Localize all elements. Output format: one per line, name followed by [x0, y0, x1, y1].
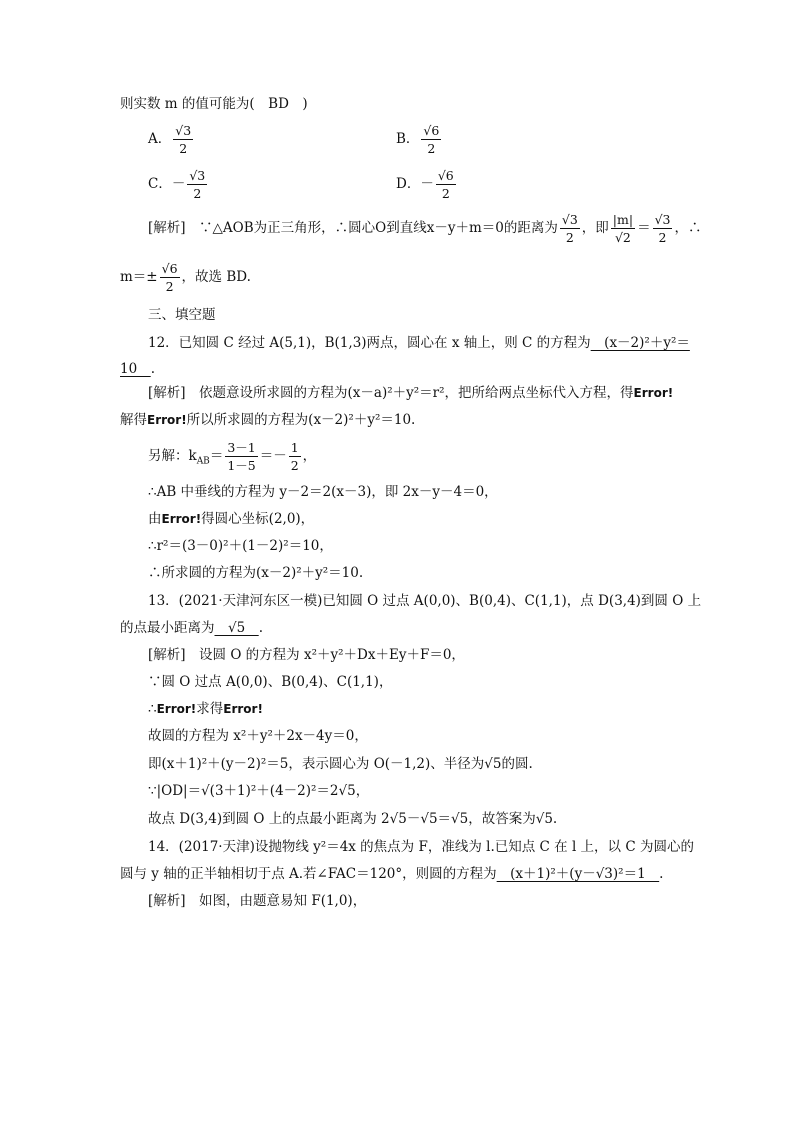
- solution-12-line-1: [解析] 依题意设所求圆的方程为(x－a)²＋y²＝r²，把所给两点坐标代入方程，得Error!: [148, 385, 674, 401]
- question-14-line-2: 圆与 y 轴的正半轴相切于点 A.若∠FAC＝120°，则圆的方程为 (x＋1)²＋(y－√3)²＝1 .: [120, 866, 664, 882]
- fraction: $\frac{√3}{2}$: [654, 212, 671, 245]
- fraction: $\frac{√3}{2}$: [189, 168, 206, 201]
- fraction: $\frac{3-1}{1-5}$: [227, 440, 256, 473]
- solution-11-line-2: m＝± $\frac{√6}{2}$ ，故选 BD.: [120, 261, 251, 294]
- solution-12-line-4: ∴AB 中垂线的方程为 y－2＝2(x－3)，即 2x－y－4＝0，: [148, 484, 498, 500]
- question-12-line-2: 10 .: [120, 361, 155, 377]
- solution-14-line-1: [解析] 如图，由题意易知 F(1,0)，: [148, 893, 367, 909]
- solution-13-line-3: ∴Error!求得Error!: [148, 701, 263, 717]
- solution-12-line-3: 另解：$k_{AB}=$ $\frac{3-1}{1-5}$ ＝－ $\frac{1}{2}$ ，: [148, 440, 317, 473]
- question-14-line-1: 14．(2017·天津)设抛物线 y²＝4x 的焦点为 F，准线为 l.已知点 C 在 l 上，以 C 为圆心的: [148, 839, 694, 855]
- fraction: $\frac{√3}{2}$: [561, 212, 578, 245]
- question-12-line-1: 12．已知圆 C 经过 A(5,1)，B(1,3)两点，圆心在 x 轴上，则 C 的方程为 (x－2)²＋y²＝: [148, 335, 690, 351]
- option-d: D．－ $\frac{√6}{2}$: [396, 168, 454, 201]
- fraction: $\frac{√6}{2}$: [161, 261, 178, 294]
- answer-blank: (x－2)²＋y²＝: [590, 335, 690, 351]
- fraction: $\frac{1}{2}$: [290, 440, 299, 473]
- solution-13-line-6: ∵|OD|＝√(3＋1)²＋(4－2)²＝2√5，: [148, 783, 370, 799]
- solution-13-line-5: 即(x＋1)²＋(y－2)²＝5，表示圆心为 O(－1,2)、半径为√5的圆.: [148, 756, 533, 772]
- section-heading: 三、填空题: [148, 307, 216, 323]
- solution-13-line-1: [解析] 设圆 O 的方程为 x²＋y²＋Dx＋Ey＋F＝0，: [148, 647, 465, 663]
- solution-11-line-1: [解析] ∵△AOB为正三角形，∴圆心O到直线x－y＋m＝0的距离为 $\frac{√3}{2}$ ，即 $\frac{|m|}{√2}$ ＝ $\frac{√3}{2}$ ，∴: [148, 212, 702, 245]
- solution-13-line-7: 故点 D(3,4)到圆 O 上的点最小距离为 2√5－√5＝√5，故答案为√5.: [148, 811, 558, 827]
- option-b: B． $\frac{√6}{2}$: [396, 123, 440, 156]
- answer-blank: 10: [120, 361, 151, 377]
- fraction: $\frac{√6}{2}$: [423, 123, 440, 156]
- question-13-line-2: 的点最小距离为 √5 .: [120, 620, 263, 636]
- fraction: $\frac{√6}{2}$: [437, 168, 454, 201]
- fraction: $\frac{√3}{2}$: [175, 123, 192, 156]
- solution-12-line-7: ∴所求圆的方程为(x－2)²＋y²＝10.: [148, 565, 364, 581]
- solution-13-line-4: 故圆的方程为 x²＋y²＋2x－4y＝0，: [148, 728, 368, 744]
- answer-blank: √5: [214, 620, 259, 636]
- solution-12-line-5: 由Error!得圆心坐标(2,0)，: [148, 511, 315, 527]
- solution-13-line-2: ∵圆 O 过点 A(0,0)、B(0,4)、C(1,1)，: [148, 674, 393, 690]
- answer-blank: (x＋1)²＋(y－√3)²＝1: [496, 866, 660, 882]
- solution-12-line-6: ∴r²＝(3－0)²＋(1－2)²＝10，: [148, 538, 333, 554]
- fraction: $\frac{|m|}{√2}$: [612, 212, 634, 245]
- option-a: A． $\frac{√3}{2}$: [148, 123, 192, 156]
- option-c: C．－ $\frac{√3}{2}$: [148, 168, 206, 201]
- question-11-tail: 则实数 m 的值可能为( BD ): [120, 96, 308, 112]
- solution-12-line-2: 解得Error!所以所求圆的方程为(x－2)²＋y²＝10.: [120, 412, 416, 428]
- question-13-line-1: 13．(2021·天津河东区一模)已知圆 O 过点 A(0,0)、B(0,4)、C(1,1)，点 D(3,4)到圆 O 上: [148, 593, 702, 609]
